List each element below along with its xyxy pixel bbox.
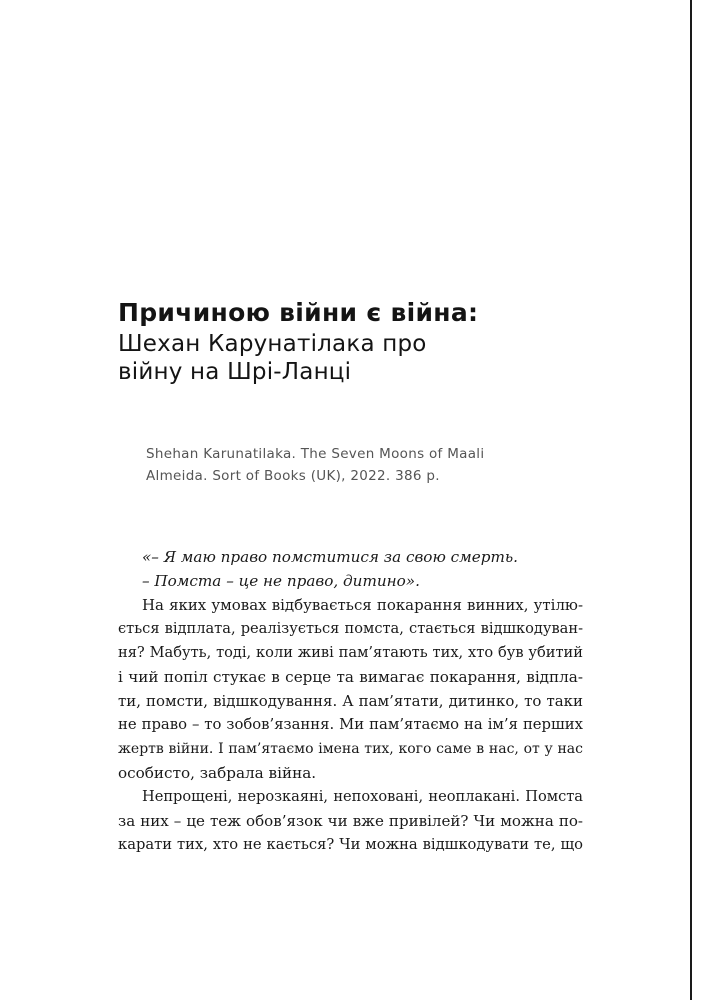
paragraph-2: [118, 785, 583, 857]
paragraph-line: карати тих, хто не кається? Чи можна відшкодувати те, що: [118, 836, 583, 853]
paragraph-line: Непрощені, нерозкаяні, непоховані, неоплакані. Помста: [142, 788, 583, 805]
paragraph-line: особисто, забрала війна.: [118, 764, 317, 782]
body-text: [118, 545, 583, 857]
paragraph-line: і чий попіл стукає в серце та вимагає покарання, відпла-: [118, 668, 583, 686]
chapter-title: [118, 296, 638, 386]
paragraph-line: не право – то зобов’язання. Ми пам’ятаємо на ім’я перших: [118, 716, 583, 733]
paragraph-line: ня? Мабуть, тоді, коли живі пам’ятають тих, хто був убитий: [118, 644, 583, 661]
book-reference: [146, 443, 506, 487]
chapter-title-main: Причиною війни є війна:: [118, 298, 479, 327]
page-edge-line: [690, 0, 692, 1000]
epigraph-line: «– Я маю право помститися за свою смерть.: [142, 548, 518, 566]
paragraph-line: за них – це теж обов’язок чи вже привілей? Чи можна по-: [118, 812, 583, 830]
chapter-subtitle-line: Шехан Карунатілака про: [118, 331, 427, 357]
paragraph-line: ється відплата, реалізується помста, стається відшкодуван-: [118, 620, 583, 637]
epigraph: [118, 545, 583, 593]
paragraph-line: ти, помсти, відшкодування. А пам’ятати, дитинко, то таки: [118, 692, 583, 710]
paragraph-1: [118, 593, 583, 785]
book-reference-line: Almeida. Sort of Books (UK), 2022. 386 p.: [146, 468, 440, 484]
epigraph-line: – Помста – це не право, дитино».: [142, 572, 420, 590]
book-reference-line: Shehan Karunatilaka. The Seven Moons of Maali: [146, 446, 485, 462]
paragraph-line: жертв війни. І пам’ятаємо імена тих, кого саме в нас, от у нас: [118, 741, 583, 757]
chapter-subtitle-line: війну на Шрі-Ланці: [118, 359, 352, 385]
paragraph-line: На яких умовах відбувається покарання винних, утілю-: [142, 596, 583, 614]
